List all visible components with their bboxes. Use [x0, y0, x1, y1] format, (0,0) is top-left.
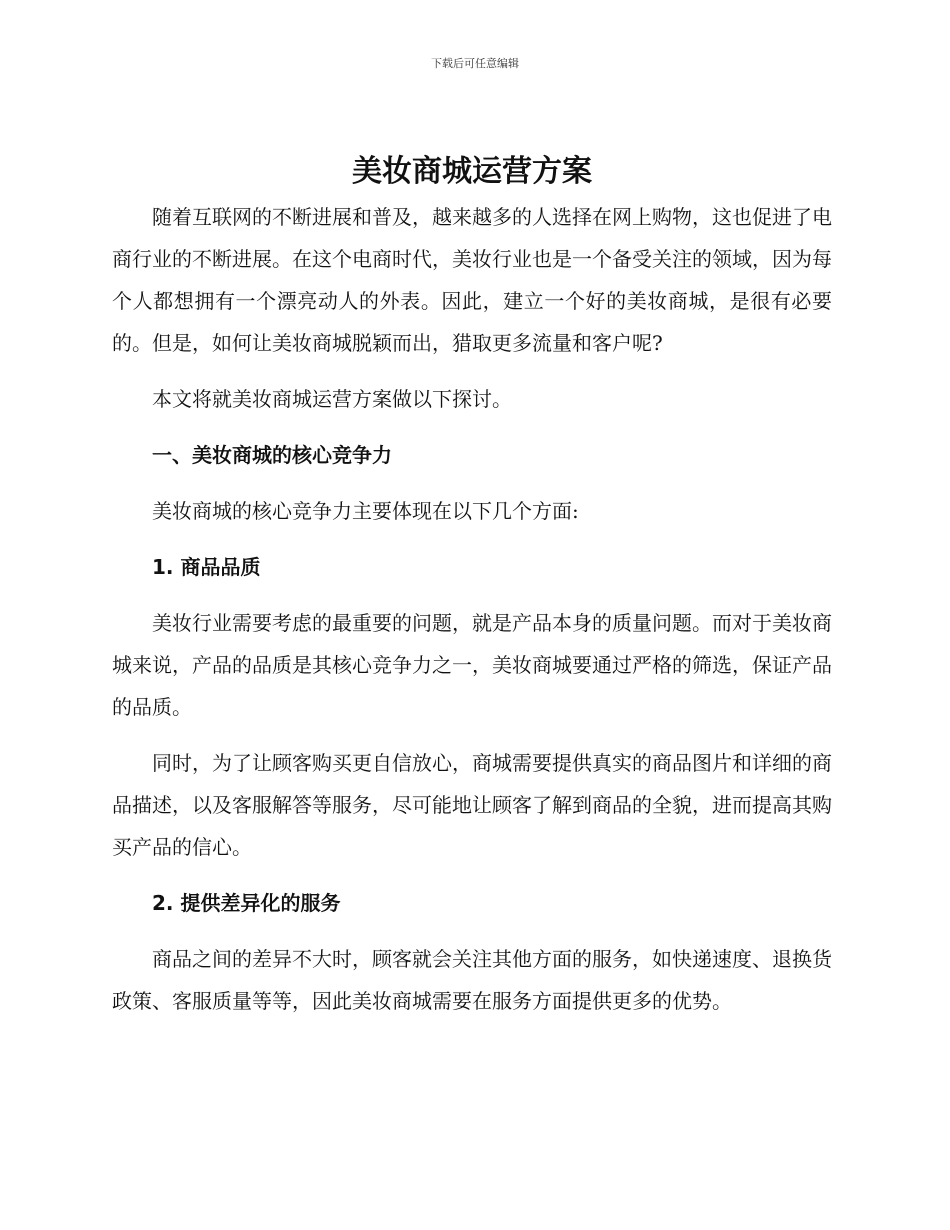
- section-heading-core-competitiveness: 一、美妆商城的核心竞争力: [152, 443, 392, 467]
- paragraph-purpose: 本文将就美妆商城运营方案做以下探讨。: [152, 387, 512, 411]
- paragraph-intro: 随着互联网的不断进展和普及，越来越多的人选择在网上购物，这也促进了电商行业的不断进展。在这个电商时代，美妆行业也是一个备受关注的领域，因为每个人都想拥有一个漂亮动人的外表。因此，建立一个好的美妆商城，是很有必要的。但是，如何让美妆商城脱颖而出，猎取更多流量和客户呢?: [112, 205, 832, 355]
- paragraph-core-summary: 美妆商城的核心竞争力主要体现在以下几个方面:: [152, 499, 579, 523]
- subheading-product-quality: 1. 商品品质: [152, 555, 261, 579]
- paragraph-service: 商品之间的差异不大时，顾客就会关注其他方面的服务，如快递速度、退换货政策、客服质量等等，因此美妆商城需要在服务方面提供更多的优势。: [112, 947, 832, 1013]
- subheading-differentiated-service: 2. 提供差异化的服务: [152, 891, 341, 915]
- paragraph-quality-2: 同时，为了让顾客购买更自信放心，商城需要提供真实的商品图片和详细的商品描述，以及客服解答等服务，尽可能地让顾客了解到商品的全貌，进而提高其购买产品的信心。: [112, 751, 832, 859]
- document-title: 美妆商城运营方案: [352, 154, 592, 189]
- document-body: [112, 150, 832, 1036]
- page-header-note: 下载后可任意编辑: [431, 57, 519, 70]
- paragraph-quality-1: 美妆行业需要考虑的最重要的问题，就是产品本身的质量问题。而对于美妆商城来说，产品的品质是其核心竞争力之一，美妆商城要通过严格的筛选，保证产品的品质。: [112, 611, 832, 719]
